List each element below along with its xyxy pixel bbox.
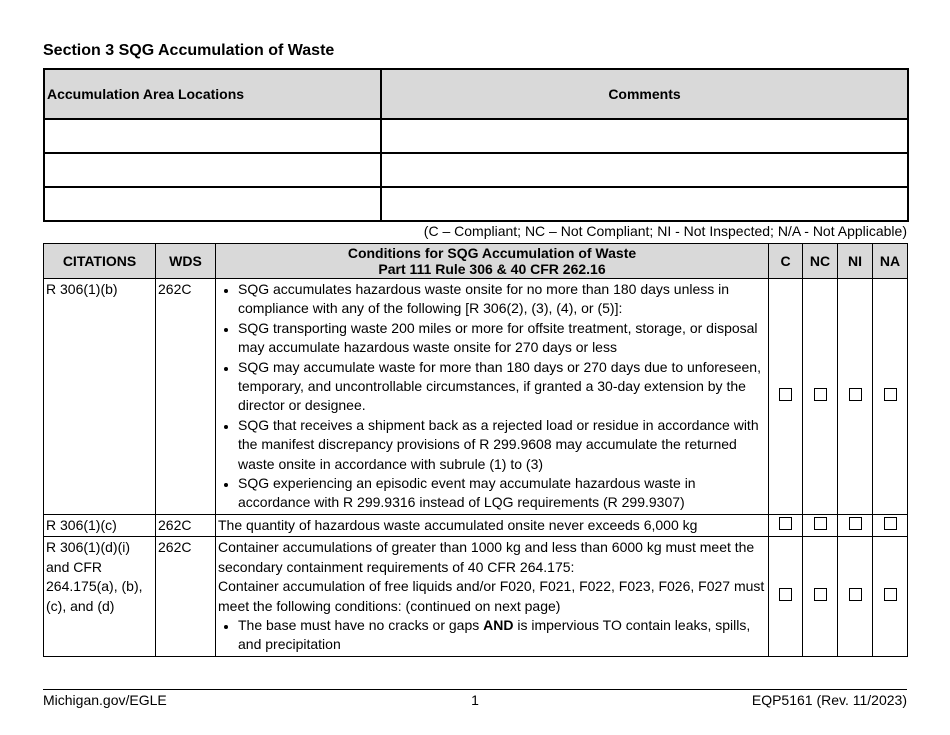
table-row [44,119,908,153]
not-applicable-checkbox[interactable] [884,388,897,401]
condition-bullet-list [218,280,766,513]
comments-cell[interactable] [381,153,908,187]
conditions-table [43,243,908,657]
footer-website: Michigan.gov/EGLE [43,692,167,708]
ni-cell [838,279,873,515]
header-accumulation-area-locations: Accumulation Area Locations [44,69,381,119]
table-header-row [44,69,908,119]
ni-cell [838,514,873,536]
citation-cell: R 306(1)(c) [44,514,156,536]
comments-cell[interactable] [381,119,908,153]
compliance-legend: (C – Compliant; NC – Not Compliant; NI - Not Inspected; N/A - Not Applicable) [423,223,907,239]
header-citations: CITATIONS [44,244,156,279]
header-nc: NC [803,244,838,279]
footer-divider [43,689,907,690]
header-wds: WDS [156,244,216,279]
not-applicable-checkbox[interactable] [884,588,897,601]
table-header-row [44,244,908,279]
header-ni: NI [838,244,873,279]
list-item: • SQG accumulates hazardous waste onsite for no more than 180 days unless in compliance with any of the following [R 306(2), (3), (4), or (5)]: [238,280,766,319]
list-item: • SQG transporting waste 200 miles or more for offsite treatment, storage, or disposal may accumulate hazardous waste onsite for 270 days or less [238,319,766,358]
compliant-checkbox[interactable] [779,588,792,601]
list-item [238,616,766,655]
wds-cell: 262C [156,279,216,515]
location-cell[interactable] [44,119,381,153]
table-row [44,537,908,656]
compliant-checkbox[interactable] [779,517,792,530]
not-applicable-checkbox[interactable] [884,517,897,530]
c-cell [769,514,803,536]
comments-cell[interactable] [381,187,908,221]
location-cell[interactable] [44,153,381,187]
condition-cell [216,279,769,515]
header-c: C [769,244,803,279]
footer-form-id: EQP5161 (Rev. 11/2023) [751,692,907,708]
bullet-text: is impervious TO contain leaks, spills, and precipitation [238,616,751,653]
citation-cell: R 306(1)(d)(i) and CFR 264.175(a), (b), (c), and (d) [44,537,156,656]
condition-cell: The quantity of hazardous waste accumulated onsite never exceeds 6,000 kg [216,514,769,536]
list-item: • SQG that receives a shipment back as a rejected load or residue in accordance with the manifest discrepancy provisions of R 299.9608 may accumulate the returned waste onsite in accordance with subrule (1) to (3) [238,416,766,474]
condition-text: Container accumulation of free liquids and/or F020, F021, F022, F023, F026, F027 must meet the following conditions: (continued on next page) [218,578,765,614]
ni-cell [838,537,873,656]
not-inspected-checkbox[interactable] [849,388,862,401]
not-compliant-checkbox[interactable] [814,588,827,601]
list-item: • SQG experiencing an episodic event may accumulate hazardous waste in accordance with R 299.9316 instead of LQG requirements (R 299.9307) [238,474,766,513]
na-cell [873,514,908,536]
wds-cell: 262C [156,514,216,536]
header-conditions-line2: Part 111 Rule 306 & 40 CFR 262.16 [378,261,606,277]
na-cell [873,279,908,515]
table-row [44,279,908,515]
footer-page-number: 1 [471,692,479,708]
compliant-checkbox[interactable] [779,388,792,401]
section-title: Section 3 SQG Accumulation of Waste [43,42,335,59]
condition-text: Container accumulations of greater than 1000 kg and less than 6000 kg must meet the secondary containment requirements of 40 CFR 264.175: [218,539,755,575]
header-conditions [216,244,769,279]
table-row [44,187,908,221]
not-inspected-checkbox[interactable] [849,517,862,530]
accumulation-area-table [43,68,909,222]
header-comments: Comments [381,69,908,119]
not-compliant-checkbox[interactable] [814,388,827,401]
na-cell [873,537,908,656]
location-cell[interactable] [44,187,381,221]
c-cell [769,537,803,656]
condition-cell [216,537,769,656]
header-na: NA [873,244,908,279]
list-item: • SQG may accumulate waste for more than 180 days or 270 days due to unforeseen, temporary, and uncontrollable circumstances, if granted a 30-day extension by the director or designee. [238,358,766,416]
bullet-emphasis: AND [483,616,514,633]
not-compliant-checkbox[interactable] [814,517,827,530]
header-conditions-line1: Conditions for SQG Accumulation of Waste [347,245,637,261]
table-row [44,514,908,536]
nc-cell [803,514,838,536]
condition-bullet-list [218,616,766,655]
citation-cell: R 306(1)(b) [44,279,156,515]
wds-cell: 262C [156,537,216,656]
nc-cell [803,279,838,515]
table-row [44,153,908,187]
nc-cell [803,537,838,656]
bullet-text: The base must have no cracks or gaps [238,616,484,633]
not-inspected-checkbox[interactable] [849,588,862,601]
c-cell [769,279,803,515]
